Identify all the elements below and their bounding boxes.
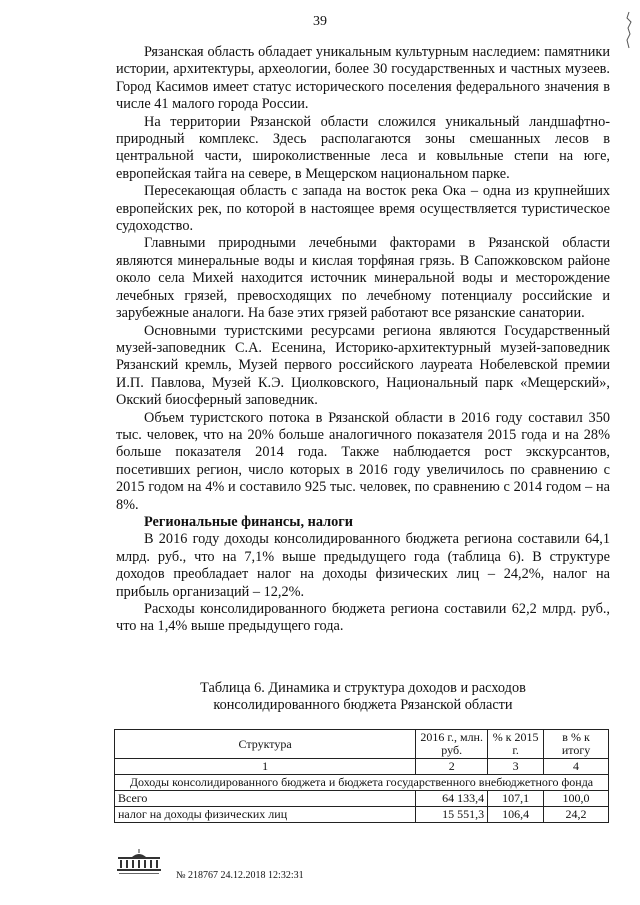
paragraph-3: Пересекающая область с запада на восток река Ока – одна из крупнейших европейских рек, по которой в настоящее время осуществляется туристическое судоходство. xyxy=(116,183,610,235)
building-logo-icon xyxy=(114,847,164,877)
row-label: Всего xyxy=(115,791,416,807)
paragraph-8: Расходы консолидированного бюджета региона составили 62,2 млрд. руб., что на 1,4% выше предыдущего года. xyxy=(116,601,610,635)
table-header-row xyxy=(115,730,609,759)
paragraph-2: На территории Рязанской области сложился уникальный ландшафтно-природный комплекс. Здесь располагаются зоны смешанных лесов в центральной части, широколиственные леса и ковыльные степи на юге, европейская тайга на севере, в Мещерском национальном парке. xyxy=(116,113,610,182)
paragraph-1: Рязанская область обладает уникальным культурным наследием: памятники истории, архитектуры, археологии, более 30 государственных и частных музеев. Город Касимов имеет статус исторического поселения федерального значения в числе 41 малого города России. xyxy=(116,44,610,113)
row-label: налог на доходы физических лиц xyxy=(115,807,416,823)
table-caption-line-2: консолидированного бюджета Рязанской области xyxy=(213,697,513,714)
row-value: 15 551,3 xyxy=(416,807,488,823)
row-percent-total: 24,2 xyxy=(544,807,609,823)
header-percent-2015: % к 2015 г. xyxy=(488,730,544,759)
margin-mark-icon xyxy=(622,10,636,50)
table-number-row xyxy=(115,759,609,775)
paragraph-6: Объем туристского потока в Рязанской области в 2016 году составил 350 тыс. человек, что на 20% больше аналогичного показателя 2015 года и на 28% больше показателя 2014 года. Также наблюдается рост экскурсантов, посетивших регион, число которых в 2016 году увеличилось по сравнению с 2015 годом на 4% и составило 925 тыс. человек, по сравнению с 2014 годом – на 8%. xyxy=(116,409,610,513)
table-caption-line-1: Таблица 6. Динамика и структура доходов и расходов xyxy=(200,680,526,696)
section-heading: Региональные финансы, налоги xyxy=(144,513,354,530)
row-percent-total: 100,0 xyxy=(544,791,609,807)
section-title: Доходы консолидированного бюджета и бюджета государственного внебюджетного фонда xyxy=(115,775,609,791)
document-footer: № 218767 24.12.2018 12:32:31 xyxy=(176,870,304,881)
row-value: 64 133,4 xyxy=(416,791,488,807)
header-structure: Структура xyxy=(115,730,416,759)
paragraph-7: В 2016 году доходы консолидированного бюджета региона составили 64,1 млрд. руб., что на 7,1% выше предыдущего года (таблица 6). В структуре доходов преобладает налог на доходы физических лиц – 24,2%, налог на прибыль организаций – 12,2%. xyxy=(116,531,610,600)
budget-table xyxy=(114,729,609,823)
page-number: 39 xyxy=(313,14,327,29)
table-caption xyxy=(116,680,610,715)
main-text xyxy=(116,44,610,636)
table-row xyxy=(115,791,609,807)
table-section-row xyxy=(115,775,609,791)
header-2016: 2016 г., млн. руб. xyxy=(416,730,488,759)
row-percent-prev: 106,4 xyxy=(488,807,544,823)
column-number: 2 xyxy=(416,759,488,775)
paragraph-5: Основными туристскими ресурсами региона являются Государственный музей-заповедник С.А. Есенина, Историко-архитектурный музей-заповедник Рязанский кремль, Музей первого российского лауреата Нобелевской премии И.П. Павлова, Музей К.Э. Циолковского, Национальный парк «Мещерский», Окский биосферный заповедник. xyxy=(116,322,610,409)
row-percent-prev: 107,1 xyxy=(488,791,544,807)
column-number: 4 xyxy=(544,759,609,775)
table-row xyxy=(115,807,609,823)
header-percent-total: в % к итогу xyxy=(544,730,609,759)
column-number: 1 xyxy=(115,759,416,775)
column-number: 3 xyxy=(488,759,544,775)
paragraph-4: Главными природными лечебными факторами в Рязанской области являются минеральные воды и кислая торфяная грязь. В Сапожковском районе около села Михей находится источник минеральной воды и месторождение лечебных грязей, превосходящих по лечебному потенциалу российские и зарубежные аналоги. На базе этих грязей работают все рязанские санатории. xyxy=(116,235,610,322)
